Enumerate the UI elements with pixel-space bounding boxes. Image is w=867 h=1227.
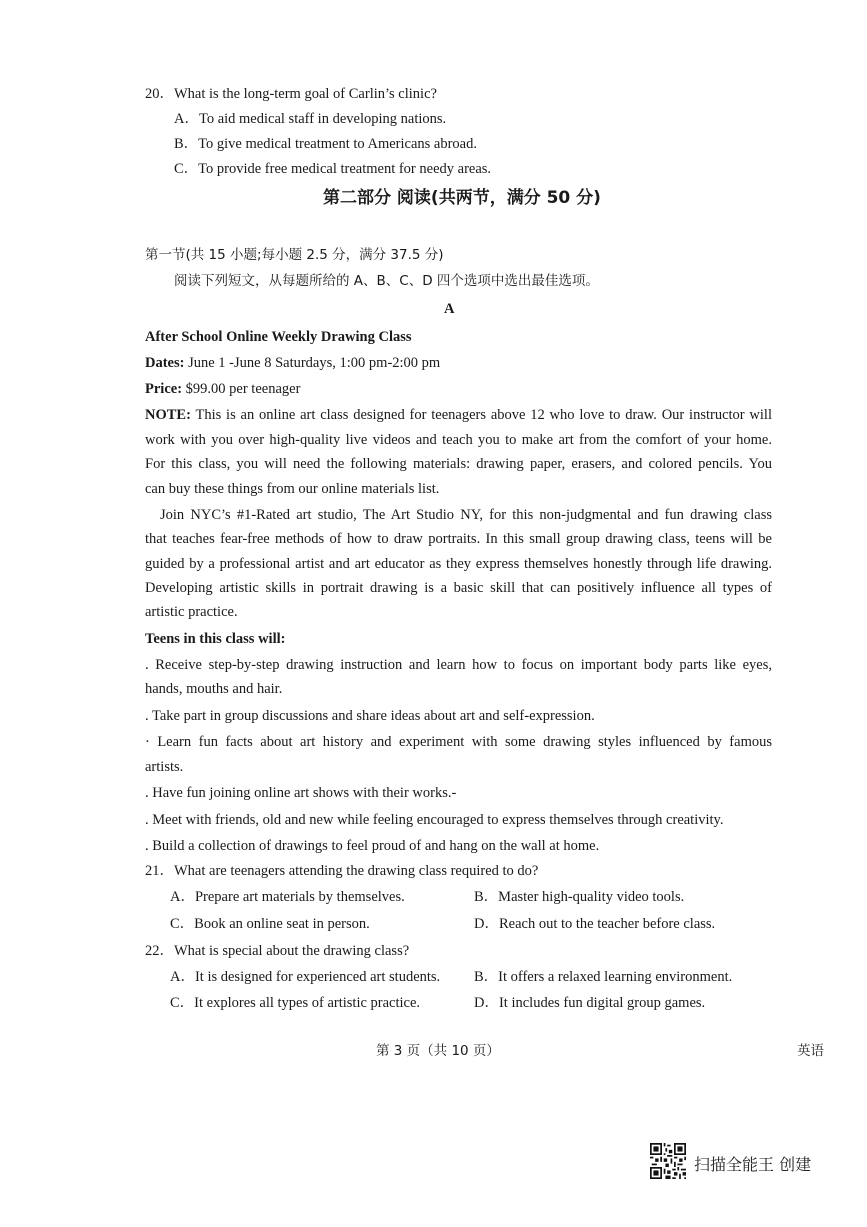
bullet-4: . Have fun joining online art shows with their works.- [145, 785, 457, 801]
note-line-1 [145, 408, 772, 423]
para2-line-2: that teaches fear-free methods of how to draw portraits. In this small group drawing class, teens will be [145, 531, 772, 547]
note-text-1: This is an online art class designed for teenagers above 12 who love to draw. Our instructor will [190, 407, 772, 423]
section1-title: 第一节(共 15 小题;每小题 2.5 分，满分 37.5 分) [145, 247, 444, 263]
bullet-6: . Build a collection of drawings to feel proud of and hang on the wall at home. [145, 838, 600, 854]
q20-option-c: C．To provide free medical treatment for needy areas. [174, 161, 492, 177]
note-line-2: work with you over high-quality live videos and teach you to make art from the comfort of your home. [145, 432, 772, 448]
note-line-3: For this class, you will need the following materials: drawing paper, erasers, and colored pencils. You [145, 456, 772, 472]
bullet-3-cont: artists. [145, 759, 184, 775]
dates-value: June 1 -June 8 Saturdays, 1:00 pm-2:00 pm [184, 355, 441, 371]
scanner-watermark: 扫描全能王 创建 [694, 1155, 812, 1174]
para2-line-1: Join NYC’s #1-Rated art studio, The Art Studio NY, for this non-judgmental and fun drawing class [160, 507, 772, 523]
dates-label: Dates: [145, 355, 185, 371]
ad-price [145, 382, 300, 397]
note-line-4: can buy these things from our online materials list. [145, 481, 440, 497]
ad-dates [145, 356, 440, 371]
instruction: 阅读下列短文，从每题所给的 A、B、C、D 四个选项中选出最佳选项。 [174, 273, 599, 289]
bullet-1-cont: hands, mouths and hair. [145, 681, 283, 697]
q20-stem: 20．What is the long-term goal of Carlin’s clinic? [145, 86, 437, 102]
note-label: NOTE: [145, 407, 191, 423]
page-number: 第 3 页（共 10 页） [376, 1043, 500, 1059]
q21-option-d: D．Reach out to the teacher before class. [474, 916, 716, 932]
q21-option-a: A．Prepare art materials by themselves. [170, 889, 405, 905]
passage-letter: A [444, 301, 455, 317]
bullet-2: . Take part in group discussions and share ideas about art and self-expression. [145, 708, 595, 724]
part2-title: 第二部分 阅读(共两节，满分 50 分) [323, 188, 601, 208]
ad-title: After School Online Weekly Drawing Class [145, 329, 412, 345]
q20-option-b: B．To give medical treatment to Americans abroad. [174, 136, 477, 152]
price-label: Price: [145, 381, 183, 397]
para2-line-4: Developing artistic skills in portrait drawing is a basic skill that can positively influence all types of [145, 580, 772, 596]
q22-option-c: C．It explores all types of artistic practice. [170, 995, 421, 1011]
bullet-1: . Receive step-by-step drawing instruction and learn how to focus on important body parts like eyes, [145, 657, 772, 673]
q22-option-a: A．It is designed for experienced art students. [170, 969, 441, 985]
bullet-3: · Learn fun facts about art history and experiment with some drawing styles influenced by famous [145, 734, 772, 750]
q22-option-b: B．It offers a relaxed learning environment. [474, 969, 733, 985]
price-value: $99.00 per teenager [182, 381, 301, 397]
q22-option-d: D．It includes fun digital group games. [474, 995, 706, 1011]
q21-option-b: B．Master high-quality video tools. [474, 889, 685, 905]
para2-line-5: artistic practice. [145, 604, 238, 620]
bullet-5: . Meet with friends, old and new while feeling encouraged to express themselves through creativity. [145, 812, 724, 828]
subject-label: 英语 [797, 1043, 824, 1059]
qr-code-icon [650, 1143, 686, 1179]
q21-option-c: C．Book an online seat in person. [170, 916, 370, 932]
q20-option-a: A．To aid medical staff in developing nations. [174, 111, 447, 127]
para2-line-3: guided by a professional artist and art educator as they express themselves honestly through life drawing. [145, 556, 772, 572]
q21-stem: 21．What are teenagers attending the drawing class required to do? [145, 863, 539, 879]
teens-heading: Teens in this class will: [145, 631, 286, 647]
q22-stem: 22．What is special about the drawing class? [145, 943, 410, 959]
